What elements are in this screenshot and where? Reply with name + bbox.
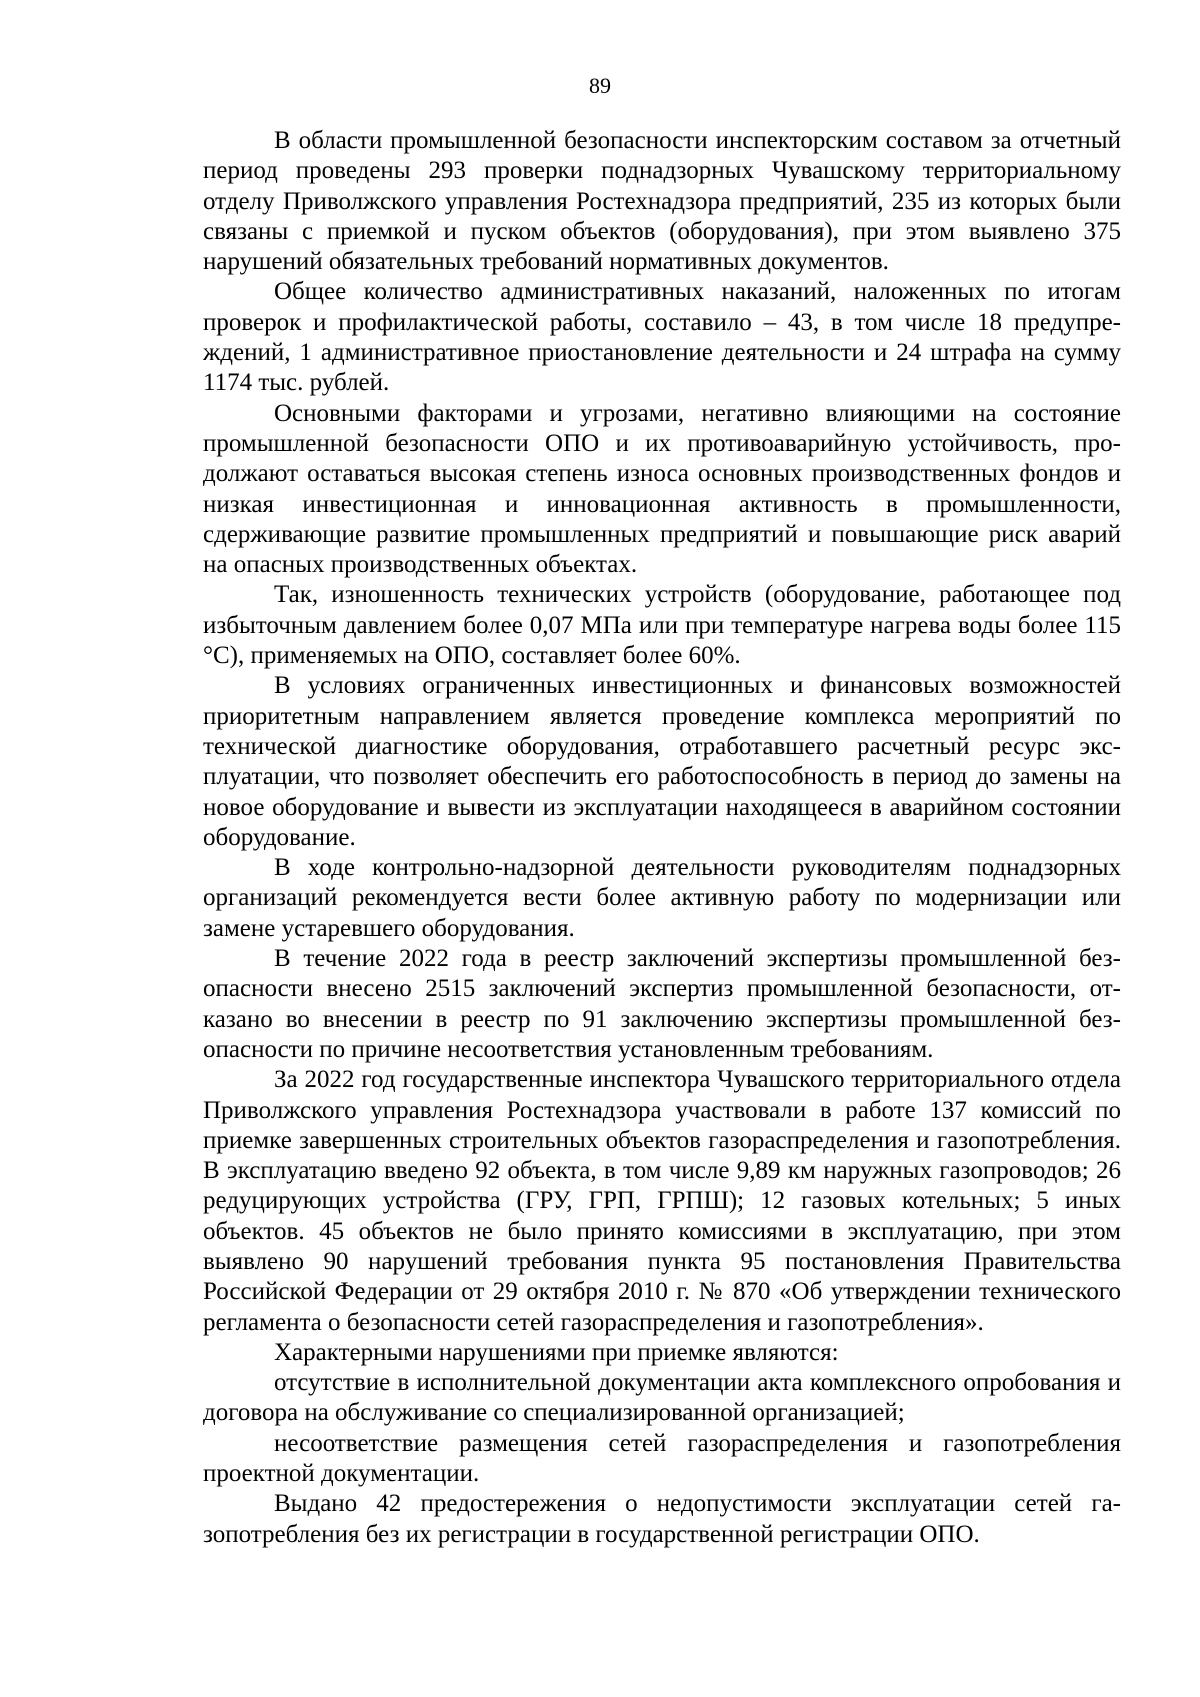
paragraph-warnings-issued: Выдано 42 предостережения о недопустимости эксплуатации сетей газопотребления без их регистрации в государственной регистрации ОПО. [203, 1490, 1121, 1548]
paragraph-gas-acceptance-commissions: За 2022 год государственные инспектора Чувашского территориального отдела Приволжского управления Ростехнадзора участвовали в работе 137 комиссий по приемке завершенных строительных объектов газораспределения и газопотребления. В эксплуатацию введено 92 объекта, в том числе 9,89 км наружных газопроводов; 26 редуцирующих устройства (ГРУ, ГРП, ГРПШ); 12 газовых котельных; 5 иных объектов. 45 объектов не было принято комиссиями в эксплуатацию, при этом выявлено 90 нарушений требования пункта 95 постановления Правительства Российской Федерации от 29 октября 2010 г. № 870 «Об утверждении технического регламента о безопасности сетей газораспределения и газопотребления». [203, 1066, 1121, 1336]
paragraph-inspections: В области промышленной безопасности инспекторским составом за отчетный период проведены 293 проверки поднадзорных Чувашскому территориальному отделу Приволжского управления Ростехнадзора предприятий, 235 из которых были связаны с приемкой и пуском объектов (оборудования), при этом выявлено 375 нарушений обязательных требований нормативных документов. [203, 127, 1121, 276]
paragraph-equipment-wear: Так, изношенность технических устройств (оборудование, работающее под избыточным давлением более 0,07 МПа или при температуре нагрева воды более 115 °С), применяемых на ОПО, составляет более 60%. [203, 581, 1121, 670]
paragraph-expertise-register: В течение 2022 года в реестр заключений экспертизы промышленной безопасности внесено 2515 заключений экспертиз промышленной безопасности, отказано во внесении в реестр по 91 заключению экспертизы промышленной безопасности по причине несоответствия установленным требованиям. [203, 945, 1121, 1063]
paragraph-risk-factors: Основными факторами и угрозами, негативно влияющими на состояние промышленной безопасности ОПО и их противоаварийную устойчивость, продолжают оставаться высокая степень износа основных производственных фондов и низкая инвестиционная и инновационная активность в промышленности, сдерживающие развитие промышленных предприятий и повышающие риск аварий на опасных производственных объектах. [203, 399, 1121, 579]
body-text [203, 126, 1121, 1550]
paragraph-technical-diagnostics: В условиях ограниченных инвестиционных и финансовых возможностей приоритетным направлением является проведение комплекса мероприятий по технической диагностике оборудования, отработавшего расчетный ресурс эксплуатации, что позволяет обеспечить его работоспособность в период до замены на новое оборудование и вывести из эксплуатации находящееся в аварийном состоянии оборудование. [203, 672, 1121, 851]
paragraph-modernization-recommendation: В ходе контрольно-надзорной деятельности руководителям поднадзорных организаций рекомендуется вести более активную работу по модернизации или замене устаревшего оборудования. [203, 854, 1121, 942]
page-number: 89 [589, 73, 611, 98]
paragraph-violation-design-mismatch: несоответствие размещения сетей газораспределения и газопотребления проектной документации. [203, 1429, 1121, 1488]
paragraph-typical-violations-heading: Характерными нарушениями при приемке являются: [274, 1338, 839, 1366]
paragraph-violation-missing-documentation: отсутствие в исполнительной документации акта комплексного опробования и договора на обслуживание со специализированной организацией; [203, 1369, 1121, 1427]
paragraph-administrative-penalties: Общее количество административных наказаний, наложенных по итогам проверок и профилактической работы, составило – 43, в том числе 18 предупреждений, 1 административное приостановление деятельности и 24 штрафа на сумму 1174 тыс. рублей. [203, 278, 1121, 397]
